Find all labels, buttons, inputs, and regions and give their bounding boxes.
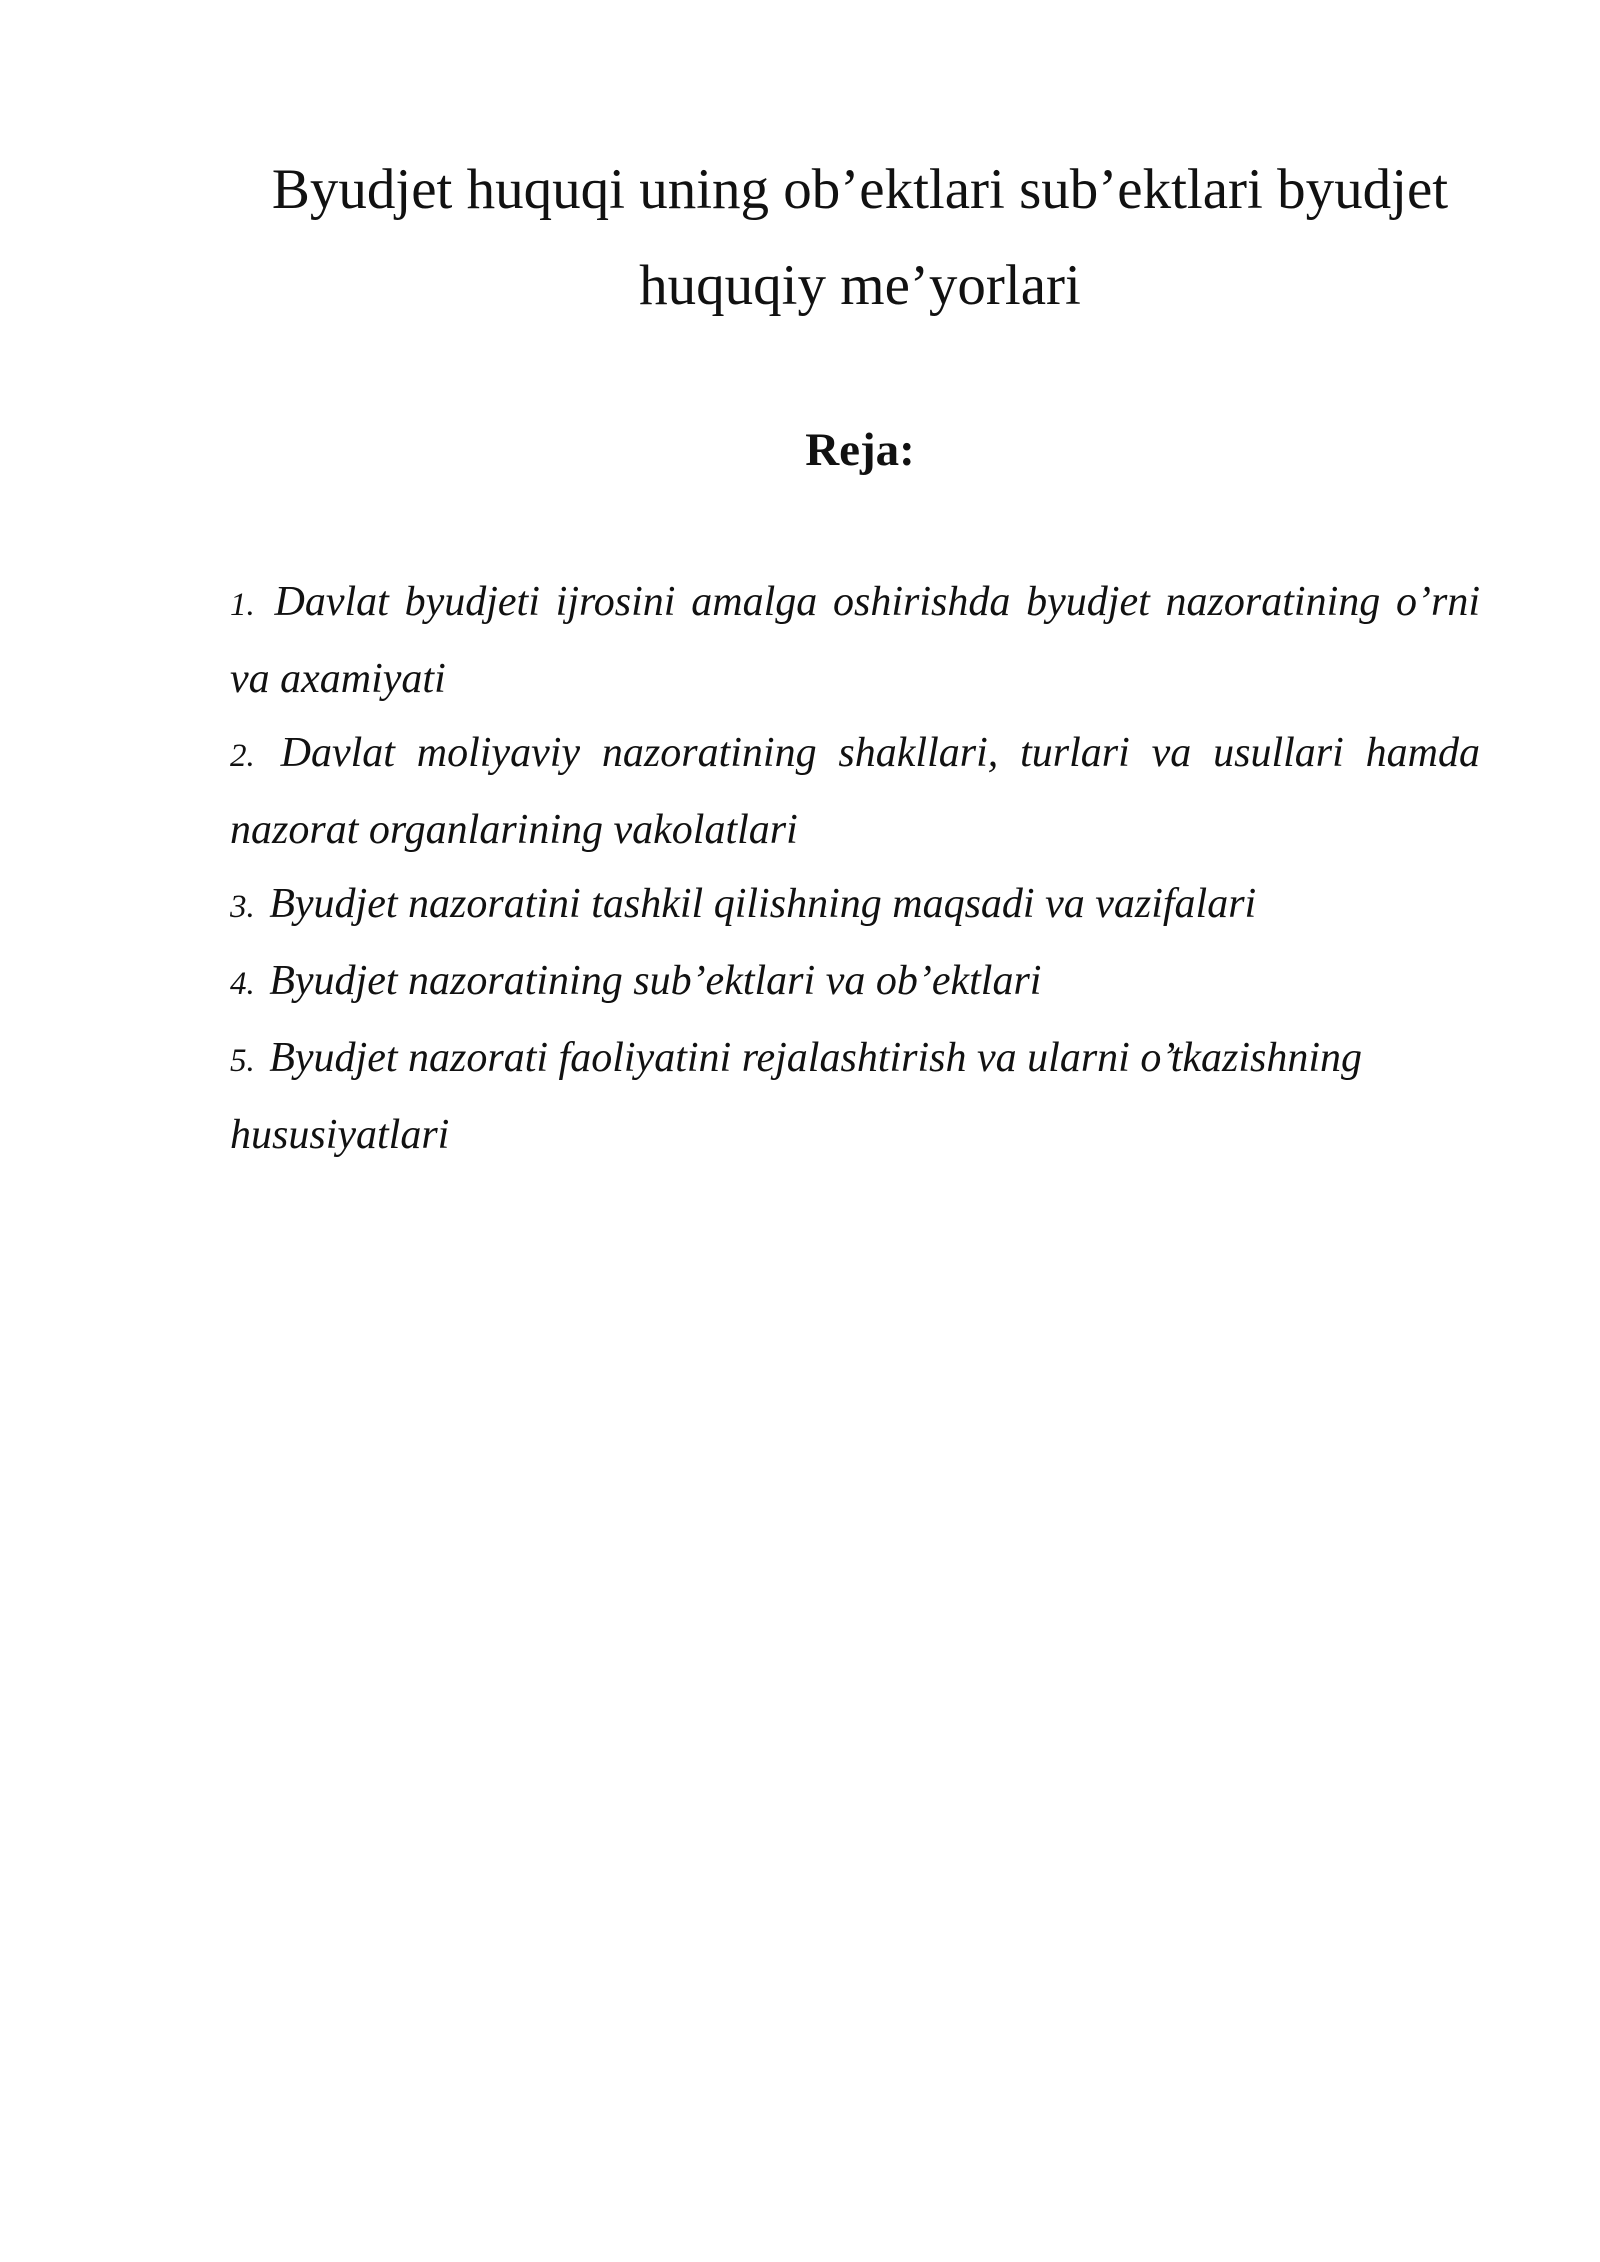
- plan-item-1: [230, 565, 1480, 716]
- plan-item-5-line-1: [230, 1021, 1480, 1098]
- plan-item-1-line-2: va axamiyati: [230, 656, 446, 702]
- plan-item-2-line-2: nazorat organlarining vakolatlari: [230, 807, 798, 853]
- plan-item-4-line-1: [230, 944, 1480, 1021]
- plan-item-5-number: 5.: [230, 1043, 255, 1079]
- plan-item-4: [230, 944, 1480, 1021]
- plan-item-5-line-2: hususiyatlari: [230, 1112, 450, 1158]
- page-title: [230, 142, 1490, 334]
- plan-item-4-number: 4.: [230, 966, 255, 1002]
- plan-item-1-number: 1.: [230, 587, 255, 623]
- plan-list: [230, 565, 1480, 1172]
- plan-item-5-text: Byudjet nazorati faoliyatini rejalashtirish va ularni o’tkazishning: [269, 1035, 1363, 1081]
- plan-item-5: [230, 1021, 1480, 1172]
- plan-item-3: [230, 867, 1480, 944]
- plan-item-1-text: Davlat byudjeti ijrosini amalga oshirishda byudjet nazoratining o’rni: [274, 579, 1481, 625]
- plan-item-2-number: 2.: [230, 738, 255, 774]
- title-line-1: Byudjet huquqi uning ob’ektlari sub’ektlari byudjet: [271, 158, 1449, 221]
- plan-heading: Reja:: [805, 424, 915, 476]
- plan-item-2-text: Davlat moliyaviy nazoratining shakllari, turlari va usullari hamda: [280, 730, 1481, 776]
- plan-item-1-line-1: [230, 565, 1480, 642]
- plan-item-4-text: Byudjet nazoratining sub’ektlari va ob’ektlari: [269, 958, 1042, 1004]
- title-line-2: huquqiy me’yorlari: [639, 254, 1081, 317]
- plan-item-2-line-1: [230, 716, 1480, 793]
- plan-item-3-number: 3.: [230, 889, 255, 925]
- plan-item-2: [230, 716, 1480, 867]
- plan-item-3-text: Byudjet nazoratini tashkil qilishning maqsadi va vazifalari: [269, 881, 1257, 927]
- plan-item-3-line-1: [230, 867, 1480, 944]
